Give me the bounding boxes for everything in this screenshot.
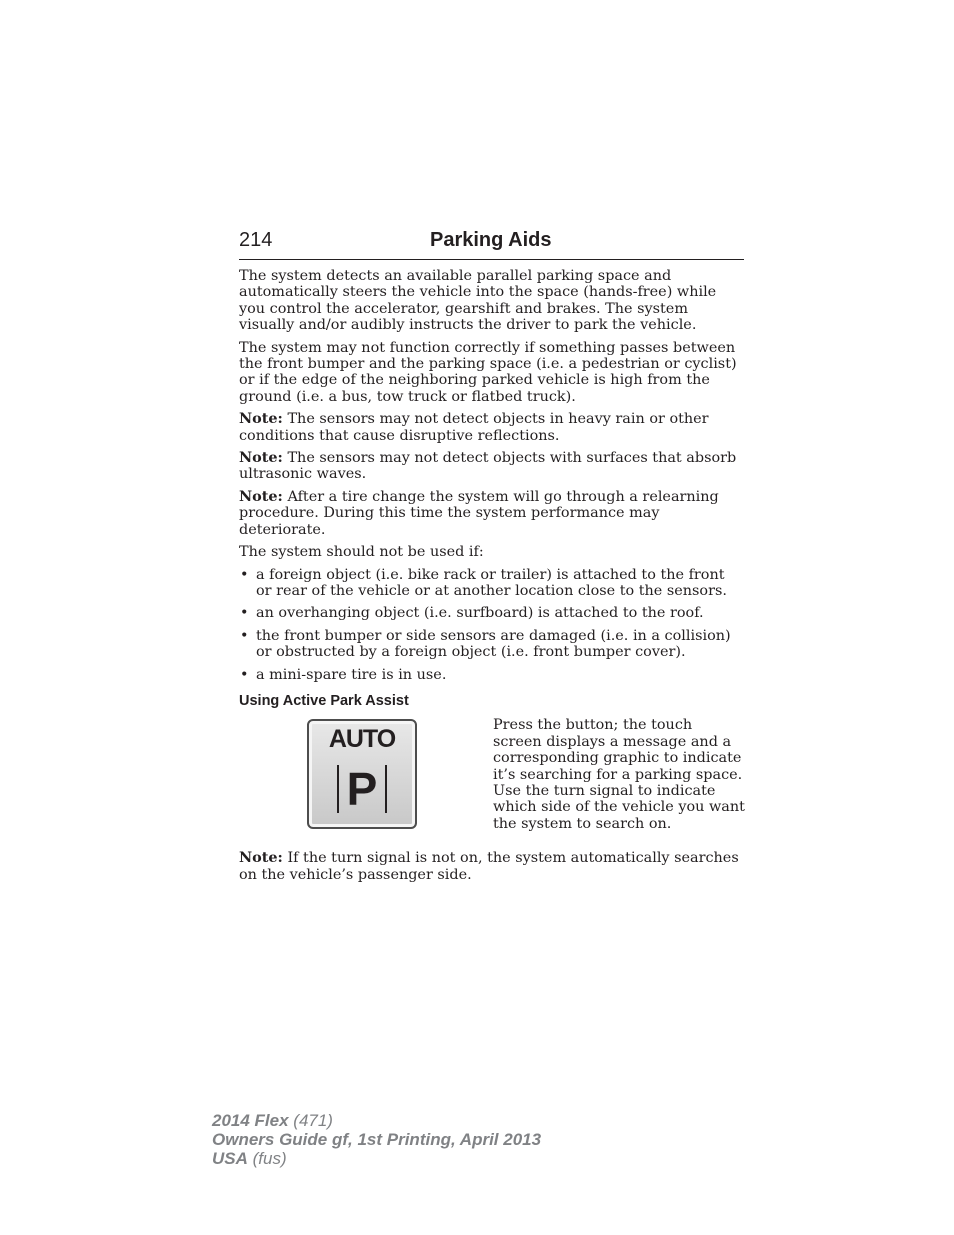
footer-market-line xyxy=(212,1149,541,1168)
page-number: 214 xyxy=(239,229,273,251)
limitation-paragraph: The system may not function correctly if something passes between the front bumper and the parking space (i.e. a pedestrian or cyclist) or if the edge of the neighboring parked vehicle is high from the ground (i.e. a bus, tow truck or flatbed truck). xyxy=(239,339,737,405)
footer-model-line xyxy=(212,1111,541,1130)
auto-park-button-icon xyxy=(307,719,417,829)
note-turn-signal xyxy=(239,850,744,883)
list-item xyxy=(239,567,744,600)
note-text: After a tire change the system will go through a relearning procedure. During this time the system performance may deteriorate. xyxy=(239,488,719,538)
section-title: Parking Aids xyxy=(430,229,552,251)
intro-paragraph: The system detects an available parallel parking space and automatically steers the vehicle into the space (hands-free) while you control the accelerator, gearshift and brakes. The system visually and/or audibly instructs the driver to park the vehicle. xyxy=(239,268,717,334)
page-header xyxy=(239,229,744,260)
list-item xyxy=(239,605,744,621)
footer-market-code: (fus) xyxy=(247,1149,287,1168)
note-text: The sensors may not detect objects in heavy rain or other conditions that cause disruptive reflections. xyxy=(239,411,709,444)
bullet-icon: • xyxy=(240,666,249,683)
list-item-text: a mini-spare tire is in use. xyxy=(256,666,447,683)
bullet-icon: • xyxy=(240,605,249,622)
note-heavy-rain xyxy=(239,411,744,444)
p-label: P xyxy=(337,765,387,813)
page-footer xyxy=(212,1111,541,1168)
note-tire-change xyxy=(239,489,744,538)
auto-label: AUTO xyxy=(328,725,396,754)
list-item xyxy=(239,628,744,661)
note-label: Note: xyxy=(239,410,283,428)
feature-block xyxy=(239,717,744,850)
list-item xyxy=(239,667,744,683)
list-intro: The system should not be used if: xyxy=(239,544,484,561)
note-text: The sensors may not detect objects with surfaces that absorb ultrasonic waves. xyxy=(239,450,737,483)
footer-market: USA xyxy=(212,1149,248,1168)
note-ultrasonic xyxy=(239,450,744,483)
list-item-text: a foreign object (i.e. bike rack or trailer) is attached to the front or rear of the vehicle or at another location close to the sensors. xyxy=(256,566,727,599)
note-label: Note: xyxy=(239,849,283,867)
list-item-text: an overhanging object (i.e. surfboard) is attached to the roof. xyxy=(256,605,704,622)
feature-description: Press the button; the touch screen displays a message and a corresponding graphic to indicate it’s searching for a parking space. Use the turn signal to indicate which side of the vehicle you want the system to search on. xyxy=(493,717,745,832)
bullet-icon: • xyxy=(240,566,249,583)
bullet-icon: • xyxy=(240,627,249,644)
footer-model-code: (471) xyxy=(288,1111,333,1130)
footer-guide: Owners Guide gf, 1st Printing, April 2013 xyxy=(212,1130,542,1149)
note-text: If the turn signal is not on, the system automatically searches on the vehicle’s passenger side. xyxy=(239,850,739,883)
note-label: Note: xyxy=(239,487,283,505)
note-label: Note: xyxy=(239,449,283,467)
subsection-heading: Using Active Park Assist xyxy=(239,692,409,709)
page-body xyxy=(239,268,744,889)
list-item-text: the front bumper or side sensors are damaged (i.e. in a collision) or obstructed by a foreign object (i.e. front bumper cover). xyxy=(256,627,731,661)
conditions-list xyxy=(239,567,744,683)
footer-model: 2014 Flex xyxy=(212,1111,289,1130)
